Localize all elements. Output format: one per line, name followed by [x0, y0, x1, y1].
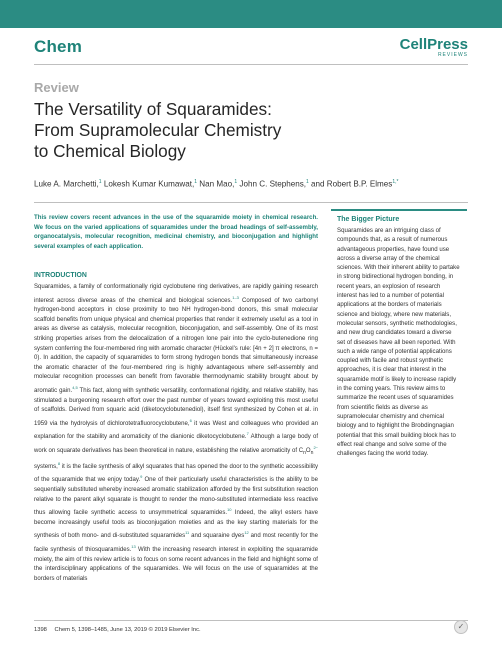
author-affiliation: 1: [98, 179, 102, 185]
bigger-picture-heading: The Bigger Picture: [337, 216, 400, 223]
publisher-sub: REVIEWS: [437, 52, 468, 58]
author-name: Luke A. Marchetti,: [34, 179, 99, 189]
reference: 7: [246, 431, 249, 437]
abstract: This review covers recent advances in the use of the squaramide moiety in chemical research. We focus on the varied applications of squaramides under the broad headings of self-assembly, organocatalysis, molecular recognition, medicinal chemistry, and bioconjugation and highlight several examples of each application.: [34, 214, 318, 250]
article-title: [34, 99, 464, 162]
author-affiliation: 1: [194, 179, 198, 185]
author-list: [34, 179, 474, 189]
title-line: From Supramolecular Chemistry: [34, 120, 282, 140]
header-divider: [34, 64, 468, 65]
journal-logo: Chem: [34, 37, 83, 56]
title-line: to Chemical Biology: [34, 141, 186, 161]
reference: 10: [227, 507, 232, 513]
publisher-name: CellPress: [399, 36, 468, 53]
article-type-label: Review: [34, 80, 79, 95]
reference: 8: [57, 460, 61, 466]
author-name: Lokesh Kumar Kumawat,: [103, 179, 195, 189]
reference: 12: [244, 530, 249, 536]
reference: 13: [131, 544, 136, 549]
author-name: Nan Mao,: [199, 179, 235, 189]
author-name: John C. Stephens,: [239, 179, 307, 189]
authors-divider: [34, 202, 468, 203]
reference: 6: [189, 417, 192, 423]
title-line: The Versatility of Squaramides:: [34, 99, 272, 119]
reference: 9: [140, 474, 143, 480]
publisher-logo: [400, 37, 468, 59]
reference: 1–3: [232, 294, 239, 300]
citation: Chem 5, 1398–1485, June 13, 2019 © 2019 Elsevier Inc.: [54, 627, 201, 633]
author-affiliation: 1,*: [392, 179, 399, 185]
author-affiliation: 1: [306, 179, 309, 185]
top-color-bar: [0, 0, 502, 28]
footer-divider: [34, 620, 468, 621]
bigger-picture-box: [331, 209, 467, 611]
author-name: and Robert B.P. Elmes: [311, 179, 393, 189]
reference: 11: [185, 530, 190, 536]
bigger-picture-text: Squaramides are an intriguing class of compounds that, as a result of numerous advantageous properties, have found use across a diverse array of the chemical sciences. With their inherent ability to partake in strong bidirectional hydrogen bonding, in recent years, an explosion of research interest has led to a number of potential applications at the borders of materials science and biology, where new materials, molecular sensors, synthetic methodologies, and new drug candidates toward a diverse set of diseases have all been reported. With such a wide range of potential applications coupled with facile and robust synthetic approaches, it is clear that interest in the squaramide motif is likely to increase rapidly in the coming years. This review aims to summarize the recent uses of squaramides from scientific fields as diverse as supramolecular chemistry and chemical biology and to highlight the Brobdingnagian potential that this small building block has to effect real change and solve some of the challenges facing the world today.: [337, 227, 460, 458]
crossmark-icon[interactable]: ✓: [454, 620, 468, 634]
section-heading: INTRODUCTION: [34, 272, 87, 279]
intro-paragraph: Squaramides, a family of conformationally rigid cyclobutene ring derivatives, are rapidly gaining research interest across diverse areas of the chemical and biological sciences.$^{1-3}$ Composed of two carbonyl hydrogen-bond acceptors in close proximity to two NH hydrogen-bond donors, this small molecular scaffold benefits from unique physical and chemical properties that render it extremely useful as a tool in areas as diverse as catalysis, molecular recognition, bioconjugation, and self-assembly. One of its most striking properties arises from the delocalization of a nitrogen lone pair into the cyclo-butenedione ring system conferring the four-membered ring with aromatic character (Hückel's rule: [4n + 2] π electrons, n = 0). In addition, the capacity of squaramides to form strong hydrogen bonds that simultaneously increase the aromatic character of the four-membered ring is highly advantageous where self-assembly and molecular recognition processes can benefit from favorable thermodynamic stability brought about by aromatic gain.$^{4,5}$ This fact, along with synthetic versatility, conformational rigidity, and relative stability, has stimulated a burgeoning research effort over the past number of years toward exploiting this most useful of scaffolds. Derived from squaric acid (diketocyclobutenediol), itself first synthesized by Cohen et al. in 1959 via the hydrolysis of dichlorotetrafluorocyclobutene,$^6$ it was West and colleagues who provided an explanation for the stability and aromaticity of the dianionic diketocyclobutene.$^7$ Although a large body of work on squarate derivatives has been theoretical in nature, establishing the relative aromaticity of $C_nO_n^{2-}$ systems,$^8$ it is the facile synthesis of alkyl squarates that has opened the door to the synthetic accessibility of the squaramide that we enjoy today.$^9$ One of their particularly useful characteristics is the ability to be sequentially substituted whereby increased aromatic stabilization afforded by the first substitution reaction relative to the parent alkyl squarate is thought to render the mono-substituted intermediate less reactive thus allowing facile synthetic access to unsymmetrical squaramides.$^{10}$ Indeed, the alkyl esters have become increasingly useful tools as bioconjugation moieties and as the key starting materials for the synthesis of both mono- and di-substituted squaramides$^{11}$ and squaraine dyes$^{12}$ and most recently for the facile synthesis of thiosquaramides.$^{13}$ With the increasing research interest in exploiting the squaramide moiety, the aim of this review article is to focus on some recent advances in the field and highlight some of the interdisciplinary applications of the squaramides. We will focus on the use of squaramides at the borders of materials: [34, 284, 319, 582]
author-affiliation: 1: [234, 179, 238, 185]
intro-text: [34, 283, 318, 584]
page-number: 1398: [34, 627, 47, 633]
page-footer: [34, 627, 201, 633]
reference: 4,5: [72, 384, 78, 390]
